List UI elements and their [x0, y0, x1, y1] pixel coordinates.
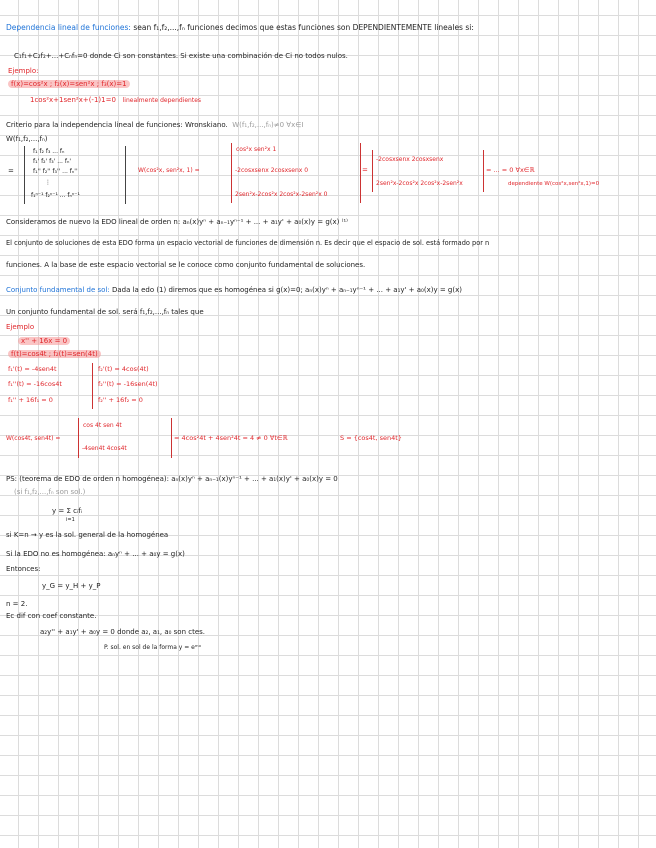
edo-line-3: funciones. A la base de este espacio vectorial se le conoce como conjunto fundamental de soluciones.	[6, 261, 366, 269]
matrix-row-2: f₁' f₂' f₃' ... fₙ'	[33, 158, 72, 165]
ps-entonces: Entonces:	[6, 565, 41, 573]
ps-note: (si f₁,f₂,...,fₙ son sol.)	[14, 488, 86, 496]
wronskian-criterion	[6, 121, 303, 130]
ps-equation: a₂y'' + a₁y' + a₀y = 0 donde a₂, a₁, a₀ son ctes.	[40, 628, 206, 636]
fundamental-set-title: Conjunto fundamental de sol:	[6, 286, 110, 294]
wronskian-result: = ... = 0 ∀x∈ℝ	[486, 166, 535, 174]
wronskian-result-matrix	[372, 150, 484, 192]
example2-left-1: f₁'(t) = -4sen4t	[8, 365, 57, 373]
example2-label: Ejemplo	[6, 323, 35, 331]
example2-left-3: f₁'' + 16f₁ = 0	[8, 396, 53, 404]
example2-matrix-row-1: cos 4t sen 4t	[83, 422, 122, 429]
ps-nonhomogeneous: Si la EDO no es homogénea: aₙyⁿ + ... + a₀y = g(x)	[6, 550, 185, 558]
example-functions-text: f(x)=cos²x ; f₂(x)=sen²x ; f₃(x)=1	[8, 80, 130, 88]
example2-matrix-row-2: -4sen4t 4cos4t	[82, 445, 127, 452]
wronskian-title: Criterio para la independencia lineal de funciones: Wronskiano.	[6, 121, 228, 129]
edo-line-2: El conjunto de soluciones de esta EDO forma un espacio vectorial de funciones de dimensión n. Es decir que el espacio de sol. está formado por n	[6, 239, 490, 247]
example2-right-1: f₂'(t) = 4cos(4t)	[98, 365, 149, 373]
heading-text: sean f₁,f₂,...,fₙ funciones decimos que estas funciones son DEPENDIENTEMENTE lineales si:	[133, 23, 474, 32]
ps-general-sum: y_G = y_H + y_P	[42, 582, 101, 590]
ps-order-two: n = 2.	[6, 600, 28, 608]
edo-line-1: Consideramos de nuevo la EDO lineal de orden n: aₙ(x)yⁿ + aₙ₋₁yⁿ⁻¹ + ... + a₁y' + a₀(x)y = g(x) ⁽¹⁾	[6, 218, 348, 226]
result-matrix-row-1: -2cosxsenx 2cosxsenx	[376, 156, 444, 163]
matrix-row-1: f₁ f₂ f₃ ... fₙ	[33, 148, 65, 155]
example-combination	[30, 96, 201, 105]
example-functions	[8, 80, 130, 89]
example-label: Ejemplo:	[8, 67, 39, 75]
ps-general-solution: si K=n → y es la sol. general de la homogénea	[6, 531, 169, 539]
fundamental-set-line-2: Un conjunto fundamental de sol. será f₁,f₂,...,fₙ tales que	[6, 308, 204, 316]
example-matrix-row-3: 2sen²x-2cos²x 2cos²x-2sen²x 0	[235, 191, 328, 198]
example2-solution-set: S = {cos4t, sen4t}	[340, 434, 402, 442]
example2-divider	[92, 363, 93, 409]
heading	[6, 23, 474, 32]
wronskian-example-equals: =	[362, 166, 368, 174]
wronskian-example-matrix	[231, 143, 361, 203]
example2-functions-text: f(t)=cos4t ; f₂(t)=sen(4t)	[8, 350, 101, 358]
example2-equation	[18, 337, 70, 346]
example-matrix-row-2: -2cosxsenx 2cosxsenx 0	[235, 167, 309, 174]
wronskian-label: W(f₁,f₂,...,fₙ)	[6, 135, 48, 143]
ps-search-solution: P. sol. en sol de la forma y = eᵐˣ	[104, 644, 202, 651]
example2-right-3: f₂'' + 16f₂ = 0	[98, 396, 143, 404]
wronskian-result-note: dependiente W(cos²x,sen²x,1)=0	[508, 181, 600, 187]
example2-left-2: f₁''(t) = -16cos4t	[8, 380, 62, 388]
matrix-row-4: ⋮	[45, 179, 51, 186]
ps-theorem: PS: (teorema de EDO de orden n homogénea): aₙ(x)yⁿ + aₙ₋₁(x)yⁿ⁻¹ + ... + a₁(x)y' + a₀(x)y = 0	[6, 475, 338, 483]
example-combination-eq: 1cos²x+1sen²x+(-1)1=0	[30, 96, 116, 104]
fundamental-set	[6, 286, 462, 295]
matrix-row-3: f₁'' f₂'' f₃'' ... fₙ''	[33, 168, 78, 175]
example-note: linealmente dependientes	[122, 97, 202, 104]
ps-sum-index: i=1	[66, 517, 75, 523]
example2-wronskian-matrix	[78, 418, 172, 458]
wronskian-condition: W(f₁,f₂,...,fₙ)≠0 ∀x∈I	[232, 121, 304, 129]
wronskian-example-label: W(cos²x, sen²x, 1) =	[138, 167, 200, 174]
heading-title: Dependencia lineal de funciones:	[6, 23, 131, 32]
example2-functions	[8, 350, 101, 359]
example2-wronskian-label: W(cos4t, sen4t) =	[6, 435, 61, 442]
result-matrix-row-2: 2sen²x-2cos²x 2cos²x-2sen²x	[376, 180, 463, 187]
ps-sum: y = Σ cᵢfᵢ	[52, 507, 82, 515]
matrix-row-5: f₁ⁿ⁻¹ f₂ⁿ⁻¹ ... fₙⁿ⁻¹	[31, 192, 80, 199]
wronskian-matrix	[24, 146, 126, 204]
fundamental-set-text: Dada la edo (1) diremos que es homogénea si g(x)=0; aₙ(x)yⁿ + aₙ₋₁yⁿ⁻¹ + ... + a₁y' + a₀(x)y = g(x)	[111, 286, 462, 294]
definition-equation: C₁f₁+C₂f₂+...+Cₙfₙ=0	[14, 52, 88, 60]
example-matrix-row-1: cos²x sen²x 1	[236, 146, 277, 153]
ps-constant-coef: Ec dif con coef constante.	[6, 612, 97, 620]
example2-right-2: f₂''(t) = -16sen(4t)	[98, 380, 158, 388]
wronskian-equals: =	[8, 167, 14, 175]
definition-line	[14, 52, 348, 61]
example2-wronskian-result: = 4cos²4t + 4sen²4t = 4 ≠ 0 ∀t∈ℝ	[174, 434, 288, 442]
example2-equation-text: x'' + 16x = 0	[18, 337, 70, 345]
definition-text: donde Ci son constantes. Si existe una combinación de Ci no todos nulos.	[89, 52, 348, 60]
